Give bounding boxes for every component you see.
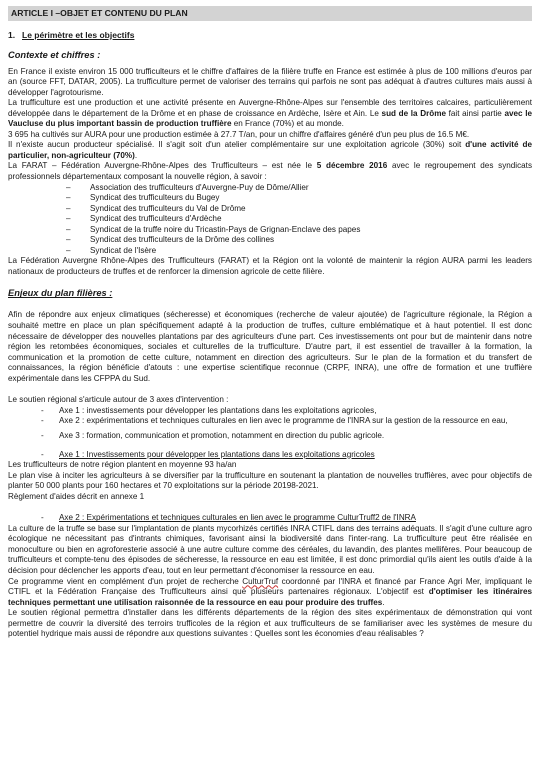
contexte-heading: Contexte et chiffres : xyxy=(8,49,101,60)
section-number: 1. xyxy=(8,30,16,40)
axe1-paragraph-2: Le plan vise à inciter les agriculteurs à se diversifier par la trufficulture en soutenant la plantation de nouvelles truffières, avec pour objectifs de planter 50 000 plants pour 160 hectares et 70 exploitations sur la période 20198-2021. xyxy=(8,470,532,491)
text-run: . xyxy=(134,150,138,160)
section-heading xyxy=(8,30,532,41)
contexte-paragraph-6: La Fédération Auvergne Rhône-Alpes des Trufficulteurs (FARAT) et la Région ont la volonté de maintenir la région AURA parmi les leaders nationaux de producteurs de truffes et de renforcer la dimension agricole de cette filière. xyxy=(8,256,532,276)
text-run: Il n'existe aucun producteur spécialisé. Il s'agit soit d'un atelier complémentaire sur une exploitation agricole (30%) soit xyxy=(8,140,466,150)
contexte-paragraph-5 xyxy=(8,161,532,182)
bold-run: d'optimiser les itinéraires techniques permettant une utilisation raisonnée de la ressource en eau pour produire des truffes xyxy=(8,587,532,607)
contexte-paragraph-3: 3 695 ha cultivés sur AURA pour une production estimée à 27.7 T/an, pour un chiffre d'affaires généré d'un peu plus de 16.5 M€. xyxy=(8,129,470,139)
list-item: - Axe 3 : formation, communication et promotion, notamment en direction du public agricole. xyxy=(41,431,532,442)
axe2-paragraph-2 xyxy=(8,577,532,609)
document-page xyxy=(8,6,532,640)
axe2-title: - Axe 2 : Expérimentations et techniques culturales en lien avec le programme CulturTruff2 de l'INRA xyxy=(41,513,416,523)
bold-run: d'une activité de particulier, non-agriculteur (70%) xyxy=(8,140,532,160)
section-title: Le périmètre et les objectifs xyxy=(22,30,135,40)
axes-list xyxy=(8,406,532,442)
article-title: ARTICLE I –OBJET ET CONTENU DU PLAN xyxy=(8,6,532,21)
text-run: La trufficulture est une production et une activité présente en Auvergne-Rhône-Alpes sur l'ensemble des territoires calcaires, particulièrement développée dans le département de la Drôme et en phase de croissance en Ardèche, Isère et Ain. Le xyxy=(8,98,532,118)
list-item: – Syndicat de la truffe noire du Tricastin-Pays de Grignan-Enclave des papes xyxy=(66,225,532,236)
contexte-paragraph-2 xyxy=(8,98,532,130)
axe2-title-text: Axe 2 : Expérimentations et techniques culturales en lien avec le programme CulturTruff2 de l'INRA xyxy=(59,513,416,523)
axe1-paragraph-3: Règlement d'aides décrit en annexe 1 xyxy=(8,491,145,501)
axe1-title-text: Axe 1 : Investissements pour développer les plantations dans les exploitations agricoles xyxy=(59,449,375,459)
enjeux-heading: Enjeux du plan filières : xyxy=(8,288,113,299)
spellcheck-word: CulturTruf xyxy=(242,576,279,586)
list-item: – Syndicat des trufficulteurs d'Ardèche xyxy=(66,214,532,225)
contexte-paragraph-4 xyxy=(8,140,532,161)
axe2-paragraph-3: Le soutien régional permettra d'installer dans les différents départements de la région des sites expérimentaux de démonstration qui vont permettre de couvrir la diversité des terroirs trufficoles de la région et aux trufficulteurs de se familiariser avec les systèmes de mesure du potentiel hydrique mais aussi de répondre aux questions suivantes : Quelles sont les économies d'eau réalisables ? xyxy=(8,608,532,639)
enjeux-paragraph-1: Afin de répondre aux enjeux climatiques (sécheresse) et économiques (recherche de valeur ajoutée) de l'agriculture régionale, la Région a souhaité mettre en place un plan spécifiquement adapté à la production de truffes, culture emblématique et à haut potentiel. Il est donc nécessaire de développer des nouvelles plantations par des agriculteurs d'une part. Ces investissements ont pour but de maintenir dans notre région les retombées économiques, sociales et culturelles de la trufficulture. D'autre part, il est essentiel de travailler à la formation, la communication et la promotion de cette culture, notamment en direction des agriculteurs. Sur le plan de la formation et du transfert de connaissances, la région bénéficie d'atouts : une expertise scientifique reconnue (CRPF, INRA), une offre de formation et une truffière expérimentale dans les CFPPA du Sud. xyxy=(8,310,532,383)
axe1-title: - Axe 1 : Investissements pour développer les plantations dans les exploitations agricoles xyxy=(41,449,375,459)
list-item: – Syndicat des trufficulteurs du Val de Drôme xyxy=(66,204,532,215)
bold-run: 5 décembre 2016 xyxy=(316,161,388,171)
list-item: - Axe 1 : investissements pour développer les plantations dans les exploitations agricoles, xyxy=(41,406,532,417)
text-run: coordonné par l'INRA et financé par France Agri Mer, impliquant le CTIFL et la Fédération Française des Trufficulteurs ainsi que plusieurs partenaires régionaux. L'objectif est xyxy=(8,576,532,597)
list-item: – Syndicat de l'Isère xyxy=(66,246,532,257)
list-item: - Axe 2 : expérimentations et techniques culturales en lien avec le programme de l'INRA sur la gestion de la ressource en eau, xyxy=(41,416,532,427)
text-run: La FARAT – Fédération Auvergne-Rhône-Alpes des Trufficulteurs – est née le xyxy=(8,161,317,171)
text-run: fait ainsi partie xyxy=(445,108,505,118)
enjeux-paragraph-2: Le soutien régional s'articule autour de 3 axes d'intervention : xyxy=(8,395,229,405)
axe1-paragraph-1: Les trufficulteurs de notre région plantent en moyenne 93 ha/an xyxy=(8,460,237,470)
text-run: Ce programme vient en complément d'un projet de recherche xyxy=(8,576,243,586)
contexte-paragraph-1: En France il existe environ 15 000 trufficulteurs et le chiffre d'affaires de la filière truffe en France est estimée à plus de 100 millions d'euros par an (source FFT, DATAR, 2005). La trufficulture permet de valoriser des terrains qui parfois ne sont pas adéquat à d'autres cultures mais aussi à développer l'agrotourisme. xyxy=(8,66,532,97)
text-run: avec le regroupement des syndicats professionnels départementaux composant la nouvelle région, à savoir : xyxy=(8,161,533,182)
list-item: – Association des trufficulteurs d'Auvergne-Puy de Dôme/Allier xyxy=(66,183,532,194)
text-run: en France (70%) et au monde. xyxy=(231,119,344,129)
syndicats-list xyxy=(8,183,532,257)
text-run: . xyxy=(382,597,385,607)
bold-run: sud de la Drôme xyxy=(381,108,446,118)
axe2-paragraph-1: La culture de la truffe se base sur l'implantation de plants mycorhizés certifiés INRA CTIFL dans des terrains adéquats. Il s'agit d'une culture agro écologique ne nécessitant pas d'intrants chimiques, favorisant ainsi la biodiversité dans l'inter-rang. La trufficulture peut être réalisée en monoculture ou bien en agroforesterie associé à une autre culture comme des céréales, du lavandin, des plantes mellifères. Pour beaucoup de trufficulteurs et compte-tenu des épisodes de sécheresse, la ressource en eau est limitée, il est donc primordial qu'ils aient les outils d'aide à la décision pour déclencher les apports d'eau, tout en leur permettant d'économiser la ressource en eau. xyxy=(8,523,532,575)
bold-run: avec le Vaucluse du plus important bassin de production truffière xyxy=(8,108,532,129)
list-item: – Syndicat des trufficulteurs de la Drôme des collines xyxy=(66,235,532,246)
list-item: – Syndicat des trufficulteurs du Bugey xyxy=(66,193,532,204)
